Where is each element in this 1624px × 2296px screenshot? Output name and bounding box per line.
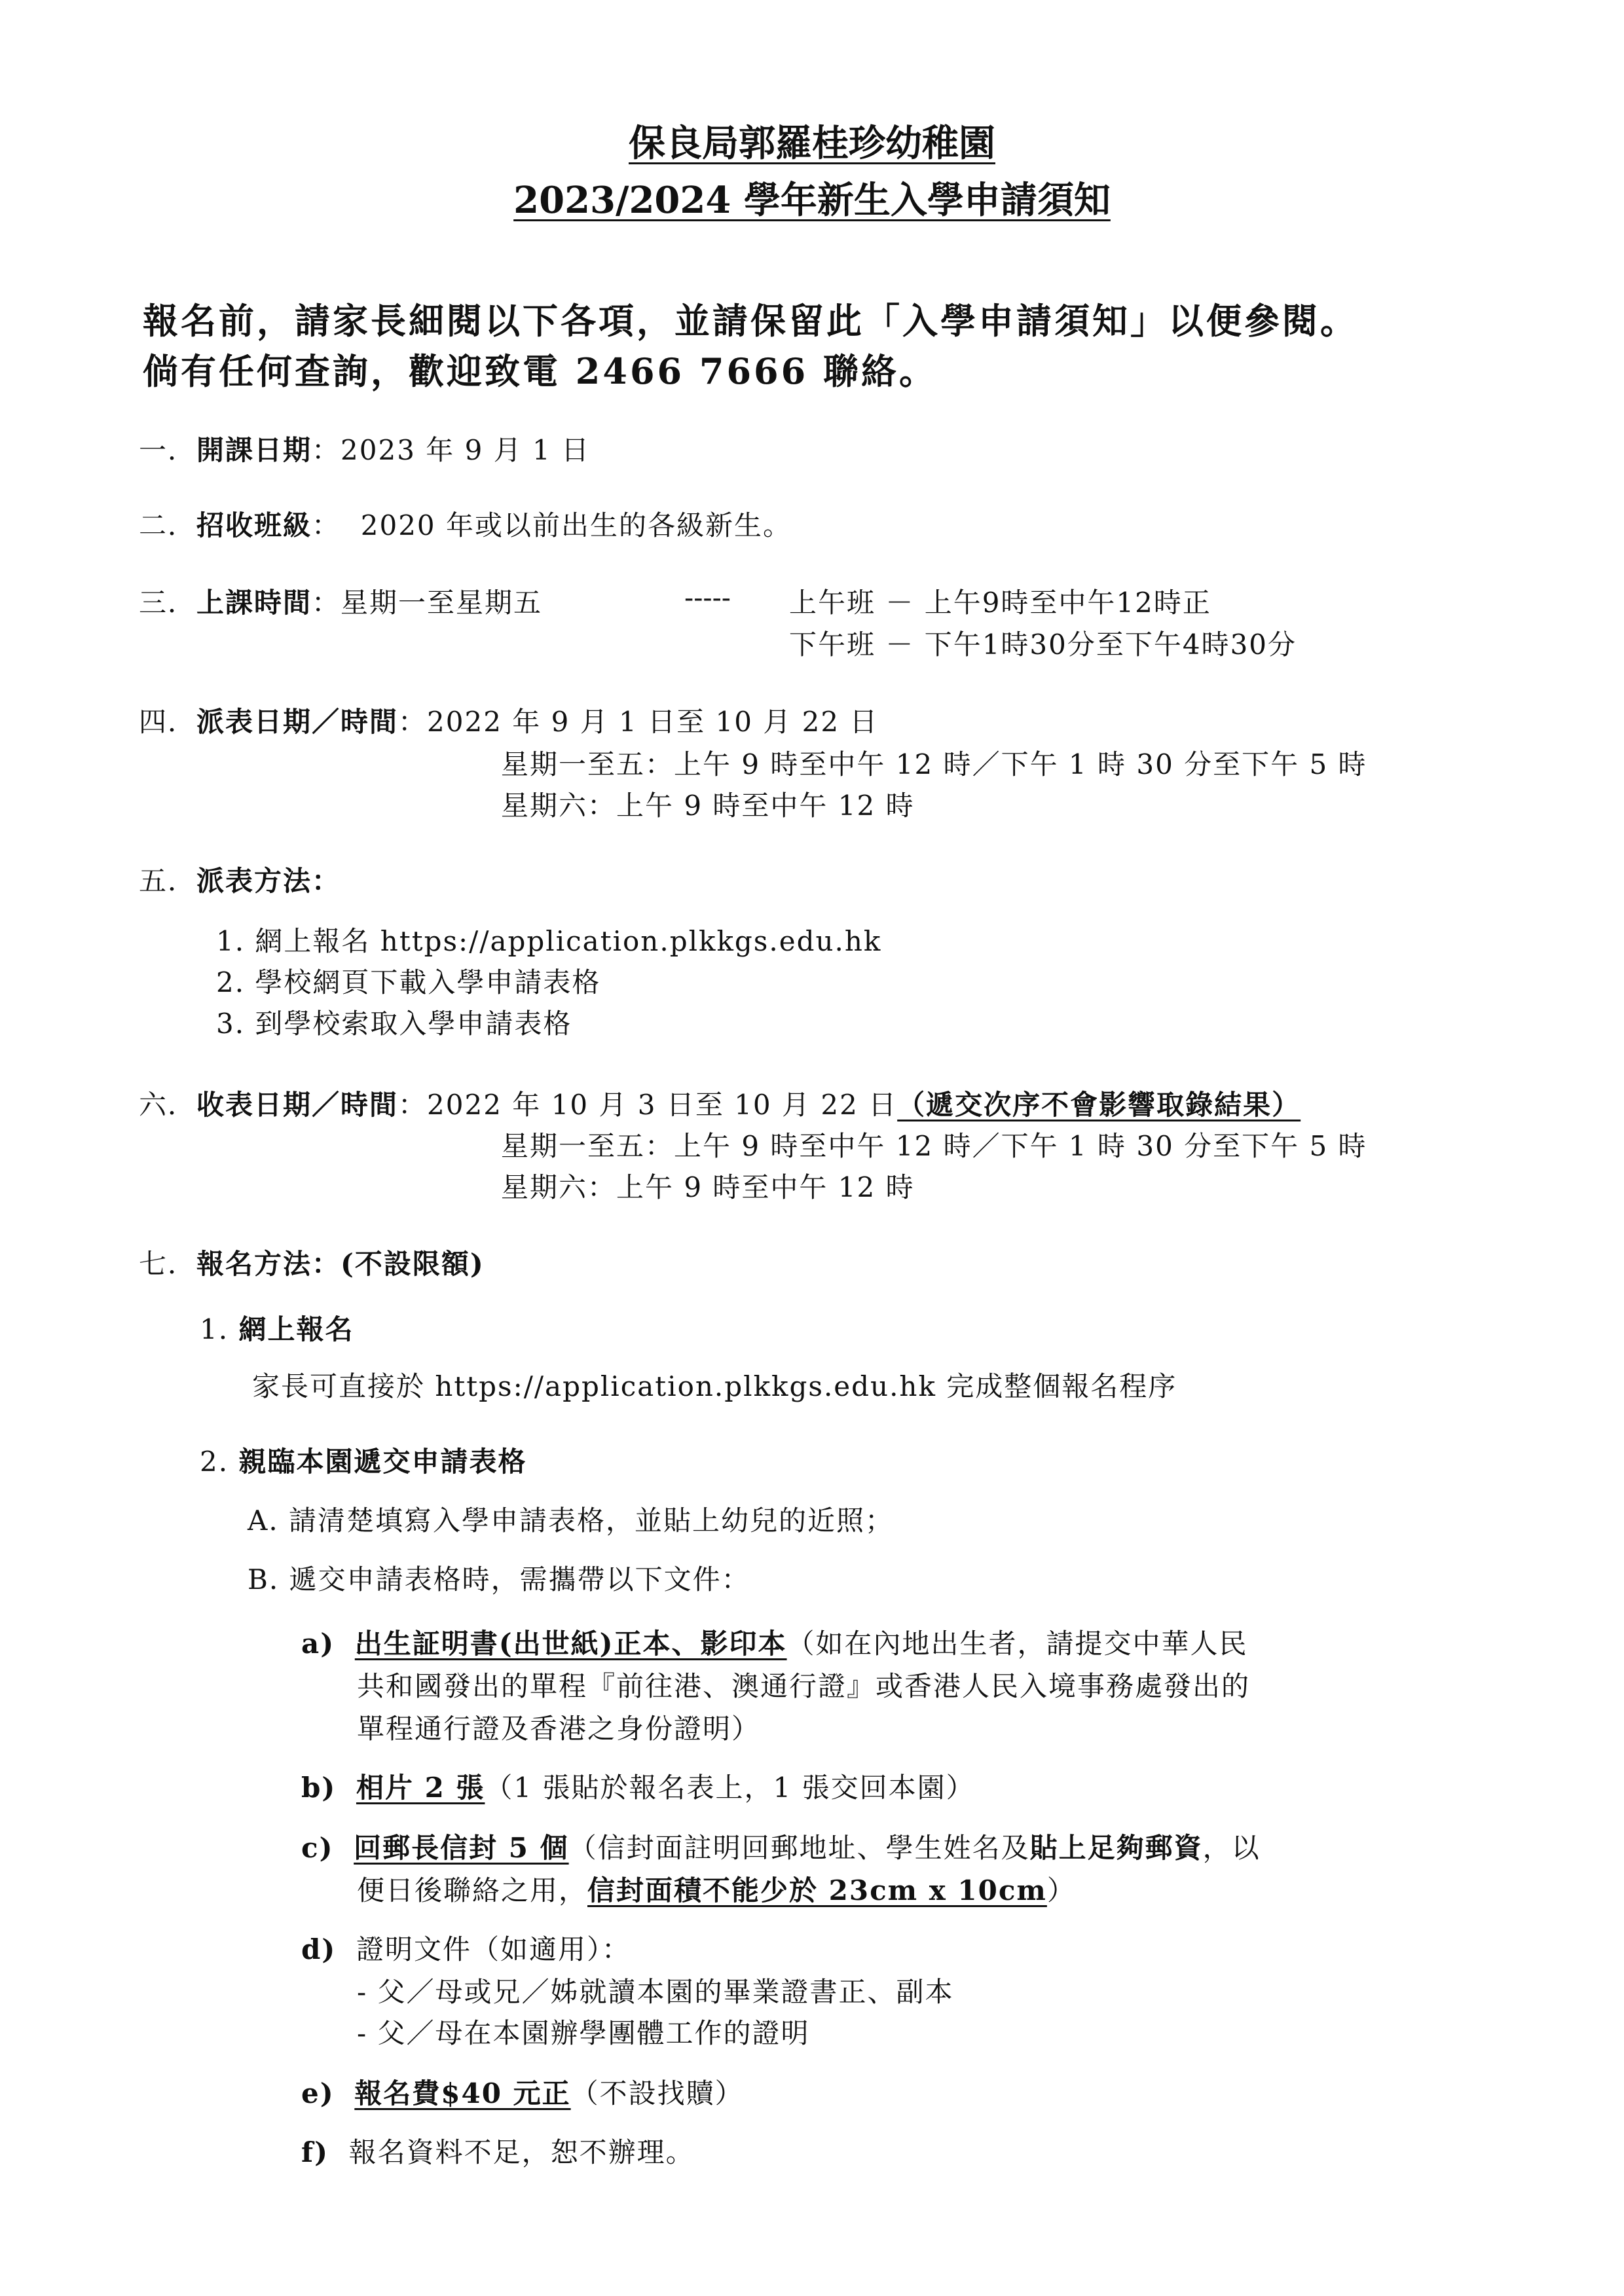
section-number: 三．: [139, 587, 197, 619]
am-class-hours: 上午班 － 上午9時至中午12時正: [789, 587, 1211, 619]
doc-e: e) 報名費$40 元正（不設找贖）: [301, 2077, 744, 2109]
section-collection-period: 六．收表日期／時間：2022 年 10 月 3 日至 10 月 22 日（遞交次序不會影響取錄結果）: [139, 1089, 1301, 1121]
doc-d: d) 證明文件（如適用）：: [301, 1933, 631, 1965]
doc-d-item: - 父／母或兄／姊就讀本園的畢業證書正、副本: [357, 1976, 954, 2008]
section-label: 上課時間: [196, 587, 312, 619]
doc-d-item: - 父／母在本園辦學團體工作的證明: [357, 2017, 810, 2049]
section-label: 招收班級: [196, 509, 312, 541]
order-note: （遞交次序不會影響取錄結果）: [897, 1089, 1301, 1121]
section-number: 五．: [139, 865, 197, 897]
section-label: 開課日期: [196, 434, 312, 466]
application-fee-label: 報名費$40 元正: [354, 2077, 571, 2109]
section-admission-class: 二．招收班級： 2020 年或以前出生的各級新生。: [139, 509, 792, 541]
doc-marker: f): [301, 2136, 329, 2168]
page-title: 保良局郭羅桂珍幼稚園: [629, 122, 995, 165]
step-b: B. 遞交申請表格時，需攜帶以下文件：: [248, 1563, 750, 1595]
section-label: 派表日期／時間: [196, 706, 399, 738]
intro-line-2: 倘有任何查詢，歡迎致電 2466 7666 聯絡。: [143, 350, 937, 392]
doc-marker: b): [301, 1772, 337, 1804]
class-days: 星期一至星期五: [341, 587, 543, 619]
doc-marker: a): [301, 1628, 335, 1660]
section-value: 2023 年 9 月 1 日: [341, 434, 591, 466]
section-value: 2020 年或以前出生的各級新生。: [360, 509, 792, 541]
section-label: 報名方法：(不設限額): [196, 1248, 485, 1280]
section-value: 2022 年 9 月 1 日至 10 月 22 日: [427, 706, 879, 738]
weekday-hours: 星期一至五：上午 9 時至中午 12 時／下午 1 時 30 分至下午 5 時: [501, 748, 1367, 780]
envelope-size-note: 信封面積不能少於 23cm x 10cm: [587, 1874, 1047, 1906]
doc-c-line-2: 便日後聯絡之用，信封面積不能少於 23cm x 10cm）: [357, 1874, 1076, 1906]
section-number: 六．: [139, 1089, 197, 1121]
section-application-method: [139, 1243, 485, 1282]
dash-separator: -----: [684, 581, 731, 613]
doc-f: f) 報名資料不足，恕不辦理。: [301, 2136, 695, 2168]
section-class-hours: 三．上課時間：星期一至星期五: [139, 587, 543, 619]
step-a: A. 請清楚填寫入學申請表格，並貼上幼兒的近照；: [248, 1504, 895, 1537]
doc-c: c) 回郵長信封 5 個（信封面註明回郵地址、學生姓名及貼上足夠郵資，以: [301, 1832, 1261, 1864]
section-distribution-method: [139, 860, 341, 899]
doc-a-line-3: 單程通行證及香港之身份證明）: [357, 1713, 761, 1745]
list-item: 3. 到學校索取入學申請表格: [216, 1008, 572, 1040]
in-person-heading: 2. 親臨本園遞交申請表格: [200, 1446, 527, 1478]
weekday-hours: 星期一至五：上午 9 時至中午 12 時／下午 1 時 30 分至下午 5 時: [501, 1130, 1367, 1162]
section-start-date: 一．開課日期：2023 年 9 月 1 日: [139, 434, 591, 466]
pm-class-hours: 下午班 － 下午1時30分至下午4時30分: [789, 629, 1297, 661]
list-item: 2. 學校網頁下載入學申請表格: [216, 966, 601, 998]
saturday-hours: 星期六：上午 9 時至中午 12 時: [501, 1171, 915, 1203]
section-label: 派表方法：: [196, 865, 341, 897]
online-application-text: 家長可直接於 https://application.plkkgs.edu.hk 完成整個報名程序: [252, 1370, 1177, 1402]
doc-marker: e): [301, 2077, 335, 2109]
section-number: 四．: [139, 706, 197, 738]
section-label: 收表日期／時間: [196, 1089, 399, 1121]
list-item: 1. 網上報名 https://application.plkkgs.edu.hk: [216, 925, 882, 957]
photos-label: 相片 2 張: [356, 1772, 485, 1804]
intro-line-1: 報名前，請家長細閱以下各項，並請保留此「入學申請須知」以便參閱。: [143, 300, 1358, 342]
section-number: 一．: [139, 434, 197, 466]
doc-a-line-2: 共和國發出的單程『前往港、澳通行證』或香港人民入境事務處發出的: [357, 1670, 1251, 1702]
envelopes-label: 回郵長信封 5 個: [354, 1832, 569, 1864]
doc-marker: c): [301, 1832, 334, 1864]
doc-a: a) 出生証明書(出世紙)正本、影印本（如在內地出生者，請提交中華人民: [301, 1628, 1248, 1660]
section-value: 2022 年 10 月 3 日至 10 月 22 日: [427, 1089, 898, 1121]
section-distribution-period: 四．派表日期／時間：2022 年 9 月 1 日至 10 月 22 日: [139, 706, 879, 738]
section-number: 二．: [139, 509, 197, 541]
doc-b: b) 相片 2 張（1 張貼於報名表上，1 張交回本園）: [301, 1772, 975, 1804]
page-subtitle: 2023/2024 學年新生入學申請須知: [513, 179, 1111, 222]
birth-certificate-label: 出生証明書(出世紙)正本、影印本: [354, 1628, 787, 1660]
section-number: 七．: [139, 1248, 197, 1280]
saturday-hours: 星期六：上午 9 時至中午 12 時: [501, 790, 915, 822]
online-application-heading: 1. 網上報名: [200, 1313, 354, 1345]
doc-marker: d): [301, 1933, 337, 1965]
